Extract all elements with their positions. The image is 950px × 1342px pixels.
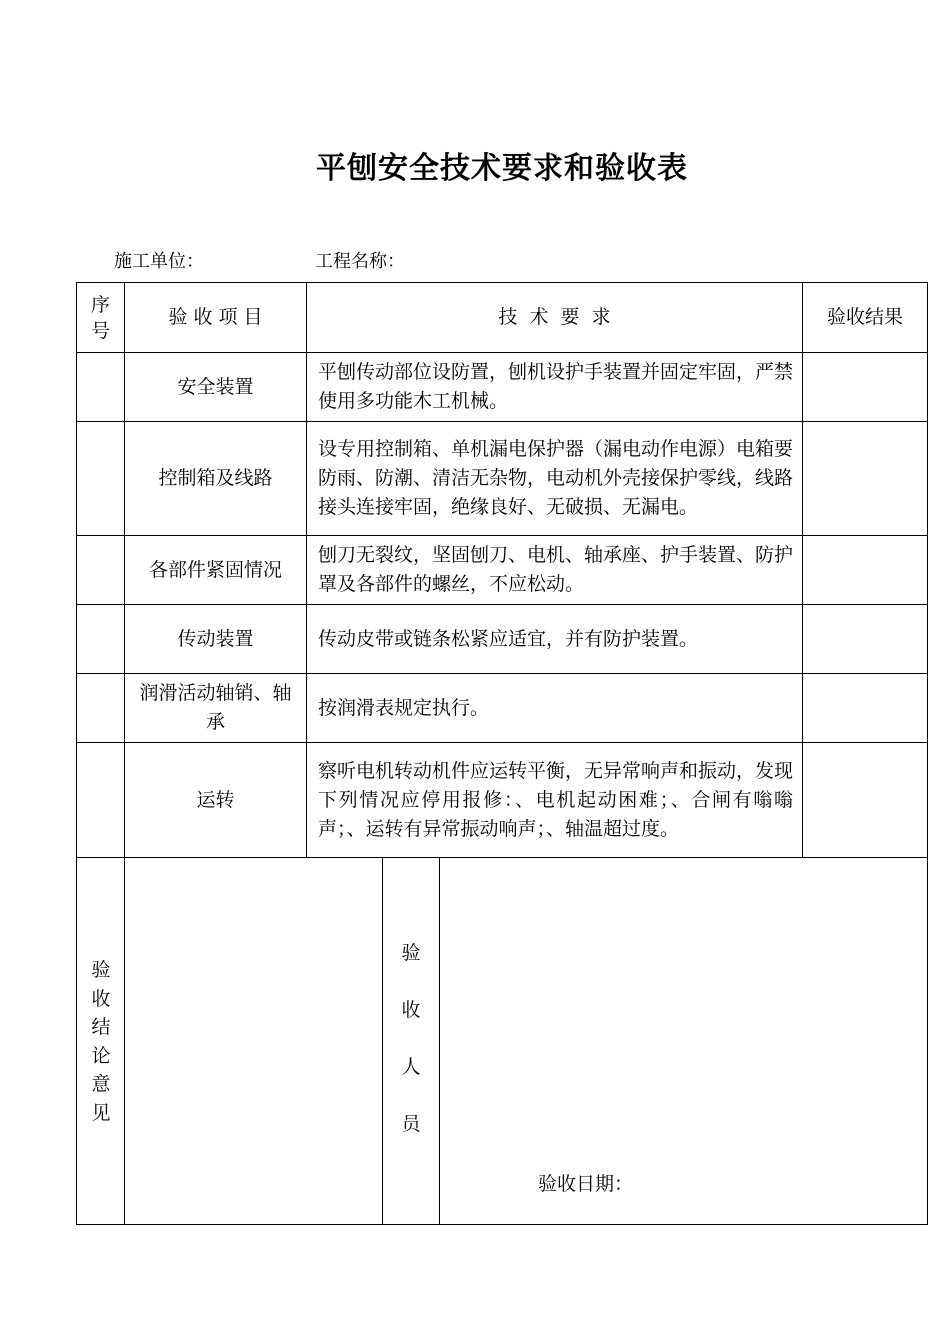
requirement-cell: 刨刀无裂纹，坚固刨刀、电机、轴承座、护手装置、防护罩及各部件的螺丝，不应松动。 <box>318 544 794 595</box>
acceptance-date-label: 验收日期： <box>538 1172 634 1195</box>
item-cell: 传动装置 <box>177 627 254 650</box>
construction-unit-label: 施工单位： <box>114 251 204 272</box>
requirement-cell: 设专用控制箱、单机漏电保护器（漏电动作电源）电箱要防雨、防潮、清洁无杂物，电动机外壳接保护零线，线路接头连接牢固，绝缘良好、无破损、无漏电。 <box>318 438 794 518</box>
acceptance-table <box>76 282 928 1225</box>
requirement-cell: 按润滑表规定执行。 <box>318 696 490 719</box>
row-divider <box>77 857 927 858</box>
col-divider <box>439 857 440 1224</box>
project-name-label: 工程名称： <box>315 251 405 272</box>
inspector-label-char: 收 <box>401 999 421 1021</box>
item-cell: 各部件紧固情况 <box>148 558 282 581</box>
header-seq <box>77 283 124 352</box>
header-item: 验 收 项 目 <box>168 306 263 328</box>
inspector-label-char: 验 <box>401 942 421 964</box>
conclusion-label-char: 验 <box>91 959 111 981</box>
conclusion-label-char: 结 <box>91 1016 111 1038</box>
item-cell: 安全装置 <box>177 375 254 398</box>
requirement-cell: 察听电机转动机件应运转平衡，无异常响声和振动，发现下列情况应停用报修：、电机起动困难；、合闸有嗡嗡声；、运转有异常振动响声；、轴温超过度。 <box>318 759 794 840</box>
item-cell: 运转 <box>196 788 235 811</box>
inspector-label-char: 人 <box>401 1056 421 1078</box>
header-seq-char: 序 <box>90 293 110 316</box>
header-result: 验收结果 <box>826 306 903 328</box>
header-requirement: 技 术 要 求 <box>498 306 611 328</box>
conclusion-label-char: 见 <box>91 1101 111 1124</box>
inspector-label <box>383 939 439 1167</box>
col-divider <box>802 283 803 857</box>
conclusion-label-char: 意 <box>91 1073 111 1095</box>
page-title: 平刨安全技术要求和验收表 <box>316 151 688 186</box>
conclusion-label-char: 论 <box>91 1044 111 1067</box>
item-cell: 控制箱及线路 <box>158 467 273 489</box>
header-seq-char: 号 <box>90 319 110 342</box>
inspector-label-char: 员 <box>401 1113 421 1135</box>
requirement-cell: 传动皮带或链条松紧应适宜，并有防护装置。 <box>318 627 699 650</box>
requirement-cell: 平刨传动部位设防置，刨机设护手装置并固定牢固，严禁使用多功能木工机械。 <box>318 361 794 412</box>
conclusion-label <box>77 956 125 1127</box>
conclusion-label-char: 收 <box>91 987 111 1010</box>
item-cell: 润滑活动轴销、轴承 <box>139 682 292 733</box>
